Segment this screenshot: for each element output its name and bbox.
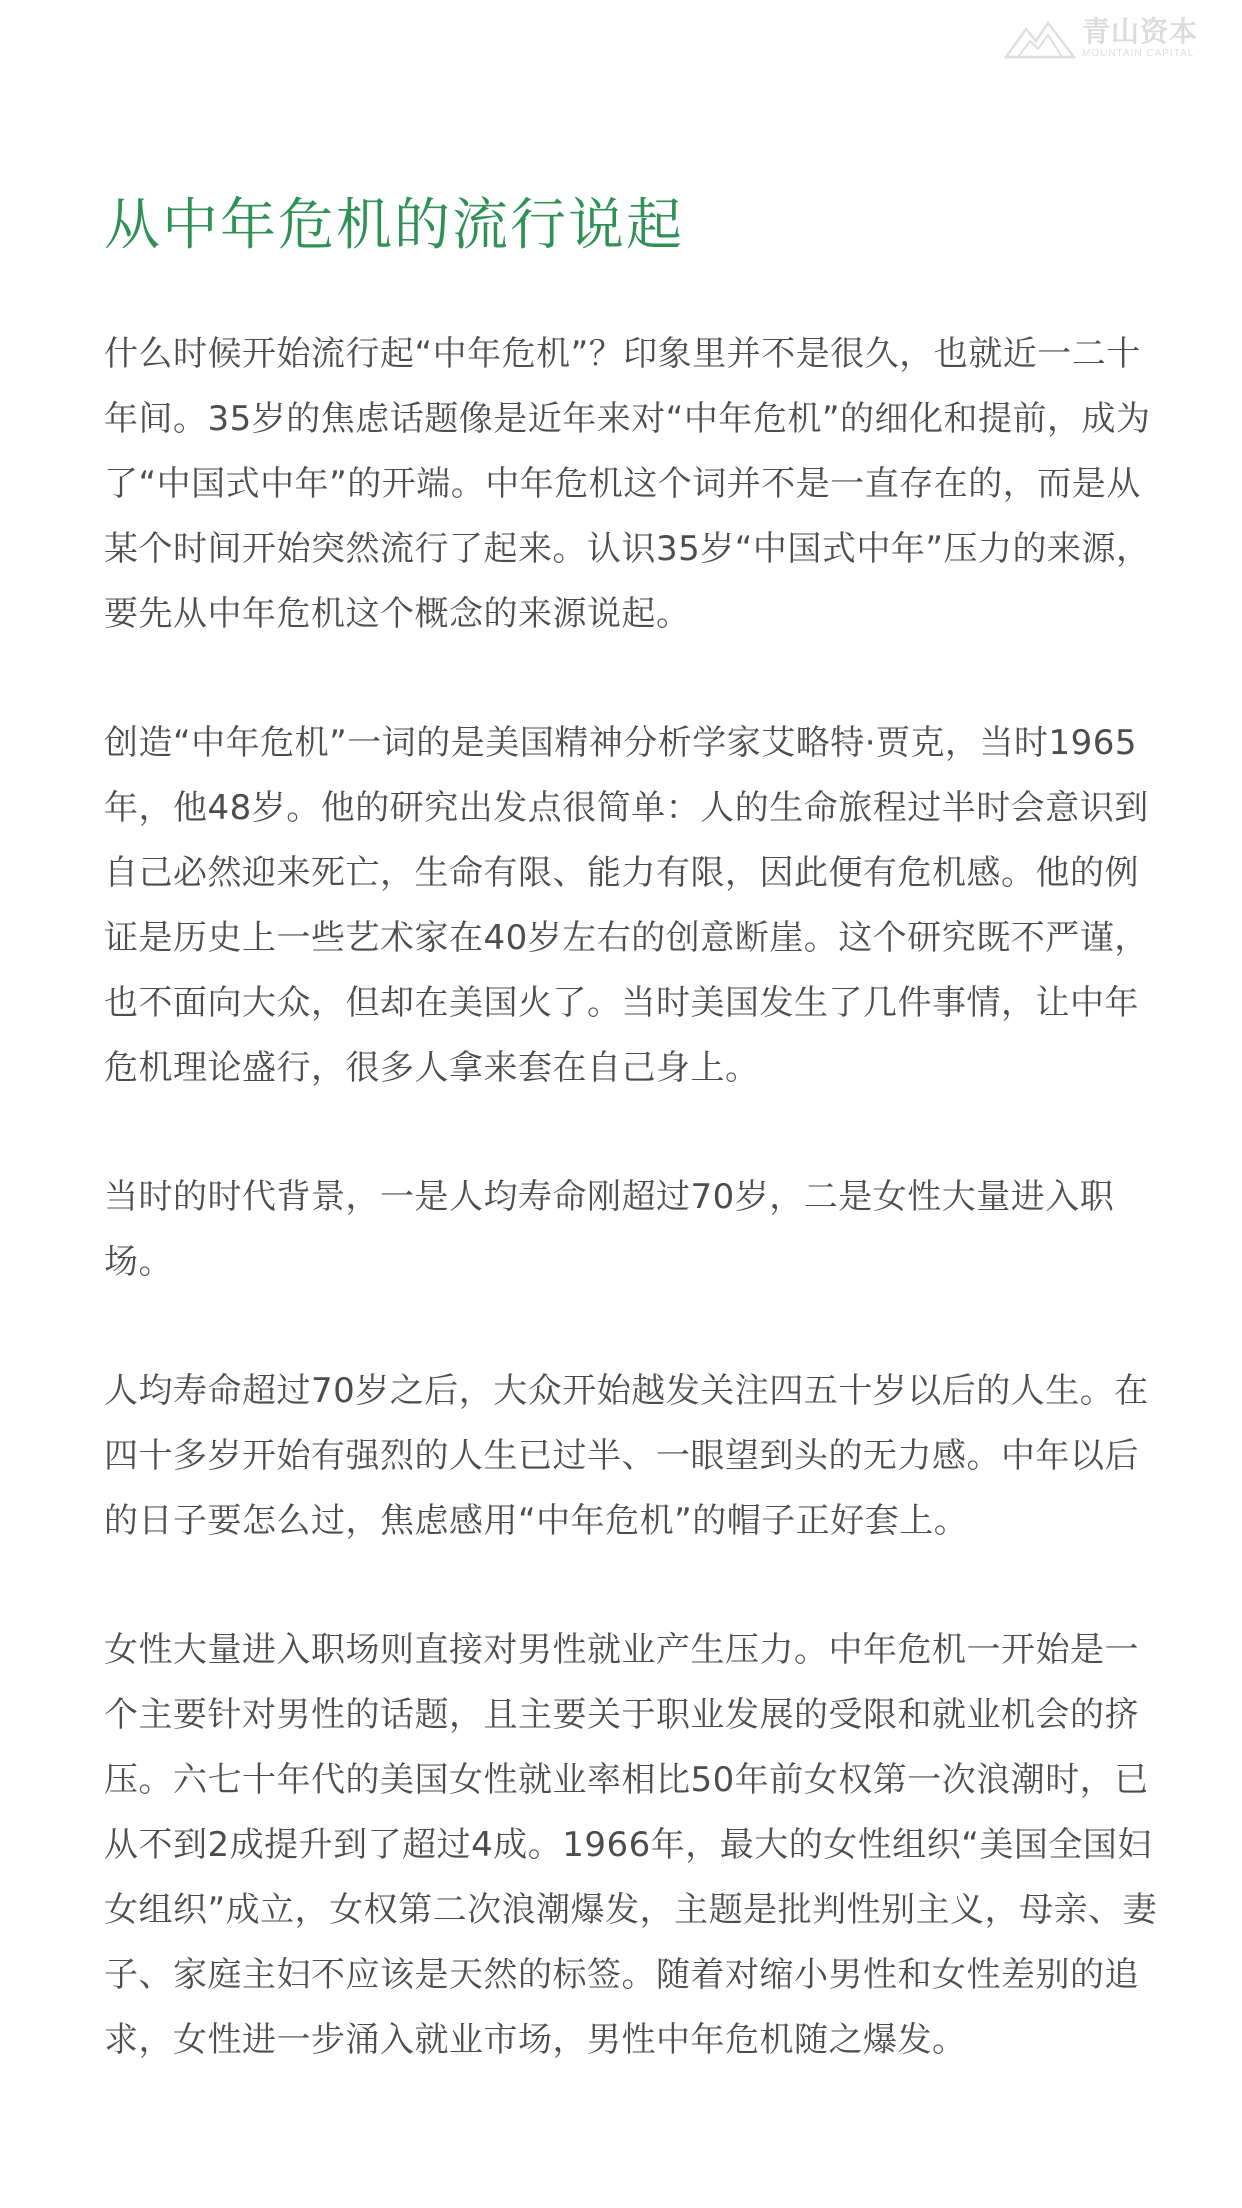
article-paragraph-4: 人均寿命超过70岁之后，大众开始越发关注四五十岁以后的人生。在四十多岁开始有强烈的人生已过半、一眼望到头的无力感。中年以后的日子要怎么过，焦虑感用“中年危机”的帽子正好套上。 bbox=[104, 1371, 1149, 1541]
article-paragraph-1: 什么时候开始流行起“中年危机”？印象里并不是很久，也就近一二十年间。35岁的焦虑话题像是近年来对“中年危机”的细化和提前，成为了“中国式中年”的开端。中年危机这个词并不是一直存在的，而是从某个时间开始突然流行了起来。认识35岁“中国式中年”压力的来源，要先从中年危机这个概念的来源说起。 bbox=[104, 334, 1151, 634]
watermark-text bbox=[1081, 15, 1198, 59]
brand-watermark bbox=[1004, 15, 1198, 59]
article-body bbox=[104, 322, 1164, 2073]
mountain-logo-icon bbox=[1004, 19, 1076, 59]
watermark-brand-en: MOUNTAIN CAPITAL bbox=[1081, 48, 1195, 59]
article-paragraph-2: 创造“中年危机”一词的是美国精神分析学家艾略特·贾克，当时1965年，他48岁。他的研究出发点很简单：人的生命旅程过半时会意识到自己必然迎来死亡，生命有限、能力有限，因此便有危机感。他的例证是历史上一些艺术家在40岁左右的创意断崖。这个研究既不严谨，也不面向大众，但却在美国火了。当时美国发生了几件事情，让中年危机理论盛行，很多人拿来套在自己身上。 bbox=[104, 723, 1149, 1088]
watermark-brand-cn: 青山资本 bbox=[1081, 15, 1198, 48]
article-paragraph-3: 当时的时代背景，一是人均寿命刚超过70岁，二是女性大量进入职场。 bbox=[104, 1177, 1115, 1282]
article-paragraph-5: 女性大量进入职场则直接对男性就业产生压力。中年危机一开始是一个主要针对男性的话题，且主要关于职业发展的受限和就业机会的挤压。六七十年代的美国女性就业率相比50年前女权第一次浪潮时，已从不到2成提升到了超过4成。1966年，最大的女性组织“美国全国妇女组织”成立，女权第二次浪潮爆发，主题是批判性别主义，母亲、妻子、家庭主妇不应该是天然的标签。随着对缩小男性和女性差别的追求，女性进一步涌入就业市场，男性中年危机随之爆发。 bbox=[104, 1630, 1158, 2060]
article-section-title: 从中年危机的流行说起 bbox=[104, 193, 684, 258]
